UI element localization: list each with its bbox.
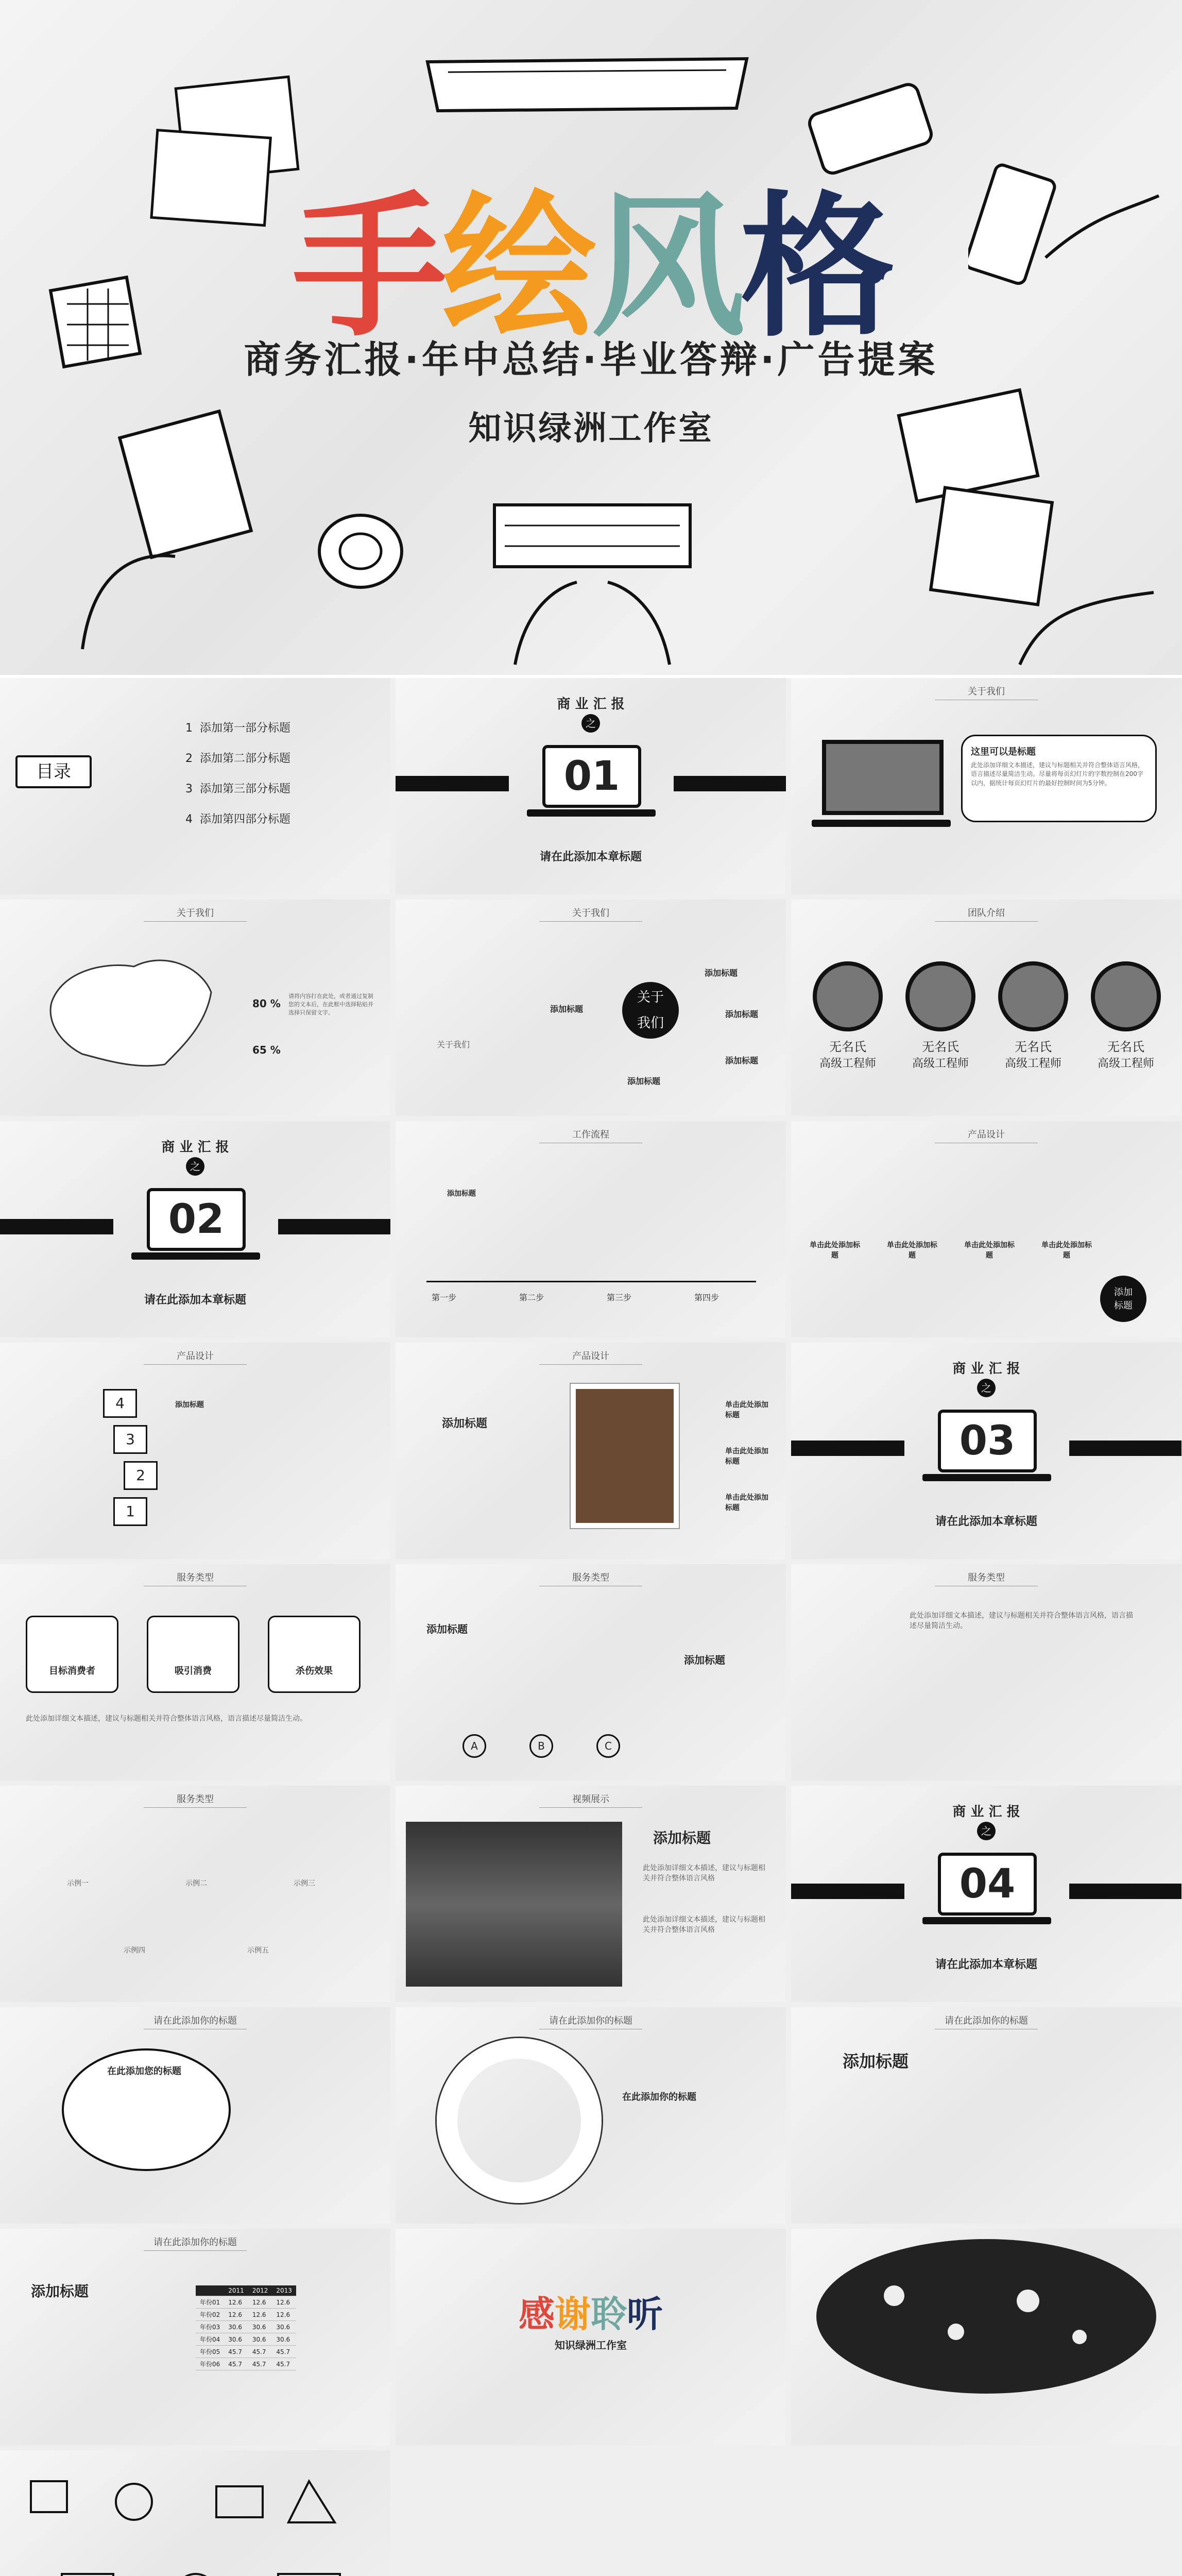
slide-product-1: [791, 1121, 1181, 1337]
slide-custom-3: [791, 2007, 1181, 2224]
toc-list: [185, 719, 290, 841]
service-label: 示例五: [247, 1946, 269, 1955]
about-link[interactable]: 关于我们: [437, 1040, 470, 1049]
slide-title: 产品设计: [791, 1127, 1181, 1143]
china-map-icon: [31, 941, 227, 1080]
video-bullet: 此处添加详细文本描述，建议与标题相关并符合整体语言风格: [643, 1864, 765, 1883]
hero-title-char: 格: [740, 178, 890, 358]
table-row: 年份01 12.6 12.6 12.6: [196, 2296, 296, 2309]
table-row: 年份04 30.6 30.6 30.6: [196, 2333, 296, 2346]
custom-center-title: 在此添加你的标题: [622, 2092, 696, 2103]
slide-title: 关于我们: [791, 684, 1181, 700]
slide-title: 团队介绍: [791, 906, 1181, 922]
thanks-char: 聆: [591, 2293, 627, 2335]
product-item: 单击此处添加标题: [810, 1241, 860, 1260]
slide-title: 请在此添加你的标题: [0, 2235, 390, 2251]
about-heading: 这里可以是标题: [971, 747, 1036, 757]
table-header-cell: [196, 2285, 224, 2296]
slide-product-2: [0, 1343, 390, 1559]
slide-about-1: [791, 678, 1181, 894]
service-box: 杀伤效果: [268, 1616, 361, 1693]
slide-thanks: [396, 2229, 786, 2445]
service-left: 添加标题: [426, 1623, 468, 1635]
slide-video: [396, 1786, 786, 2002]
thanks-title: [396, 2285, 786, 2337]
chapter-bar-left: [791, 1440, 904, 1456]
member-role: 高级工程师: [1097, 1057, 1154, 1070]
cloud-title: 在此添加您的标题: [107, 2066, 181, 2077]
about-card: [961, 735, 1157, 822]
stat-2: 65 %: [252, 1044, 281, 1056]
slide-service-2: [396, 1564, 786, 1781]
slide-title: 关于我们: [396, 906, 786, 922]
member-name: 无名氏: [1107, 1040, 1144, 1054]
slide-toc: [0, 678, 390, 894]
toc-label: 目录: [15, 755, 92, 788]
table-row: 年份06 45.7 45.7 45.7: [196, 2358, 296, 2370]
about-item: 添加标题: [725, 1009, 759, 1019]
table-header-row: [196, 2285, 296, 2296]
service-label: 示例三: [294, 1879, 315, 1888]
product-item: 单击此处添加标题: [964, 1241, 1015, 1260]
laptop-base: [922, 1474, 1051, 1481]
table-header-cell: 2011: [224, 2285, 248, 2296]
slide-title: 视频展示: [396, 1792, 786, 1808]
slide-title: 工作流程: [396, 1127, 786, 1143]
product-item: 单击此处添加标题: [1041, 1241, 1092, 1260]
laptop-base: [527, 809, 656, 817]
sketch-hand-doc-icon: [917, 484, 1164, 670]
thanks-studio: 知识绿洲工作室: [555, 2339, 627, 2351]
avatar: [905, 961, 975, 1031]
slide-custom-2: [396, 2007, 786, 2224]
workflow-step: 第四步: [694, 1293, 720, 1302]
chapter-caption: 请在此添加本章标题: [144, 1294, 246, 1307]
member-role: 高级工程师: [912, 1057, 969, 1070]
team-members: [801, 961, 1172, 1071]
slide-title: 请在此添加你的标题: [0, 2013, 390, 2029]
table-row: 年份03 30.6 30.6 30.6: [196, 2321, 296, 2333]
hero-subtitle: 商务汇报·年中总结·毕业答辩·广告提案: [244, 338, 938, 381]
chapter-of: 之: [581, 714, 600, 733]
workflow-step: 第一步: [432, 1293, 457, 1302]
slide-doodles: [0, 2450, 390, 2576]
chapter-number: 01: [542, 745, 641, 808]
slide-title: 服务类型: [791, 1570, 1181, 1586]
table-heading: 添加标题: [31, 2283, 89, 2300]
product-badge: 添加 标题: [1100, 1276, 1146, 1322]
team-member: [998, 961, 1068, 1071]
toc-item[interactable]: 2 添加第二部分标题: [185, 752, 291, 765]
chapter-caption: 请在此添加本章标题: [935, 1958, 1037, 1971]
slide-chapter-01: [396, 678, 786, 894]
laptop-base: [812, 820, 951, 827]
member-name: 无名氏: [922, 1040, 959, 1054]
stat-1: 80 %: [252, 997, 281, 1010]
product-item: 单击此处添加标题: [725, 1401, 768, 1419]
toc-item[interactable]: 3 添加第三部分标题: [185, 783, 291, 795]
chapter-bar-right: [674, 776, 786, 791]
slide-custom-1: [0, 2007, 390, 2224]
team-member: [1091, 961, 1161, 1071]
product-label: 添加标题: [175, 1401, 204, 1409]
about-item: 添加标题: [627, 1076, 661, 1086]
about-item: 添加标题: [550, 1004, 584, 1014]
letter-circle: B: [529, 1734, 553, 1758]
video-heading: 添加标题: [653, 1829, 711, 1846]
about-item: 添加标题: [725, 1056, 759, 1065]
step-box: 1: [113, 1497, 147, 1526]
slide-service-4: [0, 1786, 390, 2002]
laptop-photo: [822, 740, 944, 815]
slide-about-3: [396, 900, 786, 1116]
slide-service-3: [791, 1564, 1181, 1781]
hero-title-char: 绘: [441, 178, 591, 358]
chapter-caption: 请在此添加本章标题: [539, 851, 642, 863]
service-label: 示例二: [185, 1879, 207, 1888]
hero-title: [0, 178, 1182, 358]
avatar: [998, 961, 1068, 1031]
chapter-bar-right: [1069, 1440, 1181, 1456]
hero-title-char: 风: [591, 178, 741, 358]
hero-title-char: 手: [292, 178, 442, 358]
service-body: 此处添加详细文本描述，建议与标题相关并符合整体语言风格，语言描述尽量简洁生动。: [910, 1612, 1133, 1631]
chapter-of: 之: [977, 1822, 996, 1840]
video-thumbnail: [406, 1822, 622, 1987]
table-row: 年份05 45.7 45.7 45.7: [196, 2346, 296, 2358]
hero-studio: 知识绿洲工作室: [468, 410, 714, 448]
slide-workflow: [396, 1121, 786, 1337]
service-right: 添加标题: [684, 1654, 725, 1666]
chapter-bar-right: [1069, 1884, 1181, 1899]
product-item: 单击此处添加标题: [725, 1447, 768, 1466]
video-bullet: 此处添加详细文本描述，建议与标题相关并符合整体语言风格: [643, 1916, 765, 1935]
step-box: 4: [103, 1389, 137, 1418]
slide-team: [791, 900, 1181, 1116]
slide-title: 请在此添加你的标题: [791, 2013, 1181, 2029]
product-left-label: 添加标题: [442, 1417, 488, 1430]
service-box: 吸引消费: [147, 1616, 239, 1693]
chapter-top: 商 业 汇 报: [161, 1140, 229, 1155]
ring-chart: [437, 2038, 602, 2203]
slide-chapter-03: [791, 1343, 1181, 1559]
about-center: 关于 我们: [622, 982, 679, 1039]
slide-chapter-02: [0, 1121, 390, 1337]
hero-slide: [0, 0, 1182, 678]
workflow-step: 第二步: [519, 1293, 544, 1302]
product-photo: [571, 1384, 679, 1528]
about-item: 添加标题: [705, 968, 738, 978]
slide-title: 服务类型: [396, 1570, 786, 1586]
member-name: 无名氏: [1015, 1040, 1052, 1054]
slide-title: 产品设计: [0, 1349, 390, 1365]
table-row: 年份02 12.6 12.6 12.6: [196, 2309, 296, 2321]
chapter-top: 商 业 汇 报: [952, 1804, 1020, 1820]
table-header-cell: 2013: [272, 2285, 296, 2296]
product-item: 单击此处添加标题: [725, 1494, 768, 1512]
custom-heading: 添加标题: [843, 2052, 909, 2071]
sketch-phone-icon: [803, 77, 937, 180]
sketch-monitor-icon: [417, 52, 757, 124]
avatar: [813, 961, 883, 1031]
member-role: 高级工程师: [819, 1057, 876, 1070]
chapter-top: 商 业 汇 报: [952, 1361, 1020, 1377]
slide-about-2: [0, 900, 390, 1116]
chapter-top: 商 业 汇 报: [557, 697, 625, 712]
service-label: 示例四: [124, 1946, 145, 1955]
letter-circle: C: [596, 1734, 620, 1758]
chapter-number: 03: [938, 1410, 1037, 1472]
chapter-bar-left: [0, 1219, 113, 1234]
step-box: 3: [113, 1425, 147, 1454]
service-label: 示例一: [67, 1879, 89, 1888]
team-member: [813, 961, 883, 1071]
member-name: 无名氏: [829, 1040, 866, 1054]
about-body: 此处添加详细文本描述，建议与标题相关并符合整体语言风格，语言描述尽量简洁生动。尽量将每页幻灯片的字数控制在200字以内，据统计每页幻灯片的最好控制时间为5分钟。: [971, 761, 1144, 787]
step-box: 2: [124, 1461, 158, 1490]
chapter-caption: 请在此添加本章标题: [935, 1515, 1037, 1528]
icon-collage-icon: [791, 2229, 1181, 2445]
workflow-line: [426, 1281, 756, 1282]
slide-service-1: [0, 1564, 390, 1781]
laptop-base: [131, 1252, 260, 1260]
slide-title: 服务类型: [0, 1792, 390, 1808]
sketch-cup-icon: [309, 505, 412, 629]
chapter-of: 之: [977, 1379, 996, 1397]
avatar: [1091, 961, 1161, 1031]
thanks-char: 谢: [555, 2293, 591, 2335]
thanks-char: 听: [627, 2293, 663, 2335]
slide-title: 关于我们: [0, 906, 390, 922]
laptop-base: [922, 1917, 1051, 1924]
chapter-bar-right: [278, 1219, 390, 1234]
slide-title: 产品设计: [396, 1349, 786, 1365]
data-table: [196, 2285, 296, 2370]
thanks-char: 感: [519, 2293, 555, 2335]
product-items: [807, 1240, 1095, 1260]
workflow-label: 添加标题: [447, 1190, 476, 1198]
letter-circle: A: [462, 1734, 486, 1758]
workflow-step: 第三步: [607, 1293, 632, 1302]
service-box: 目标消费者: [26, 1616, 118, 1693]
slide-product-3: [396, 1343, 786, 1559]
slide-chapter-04: [791, 1786, 1181, 2002]
member-role: 高级工程师: [1004, 1057, 1061, 1070]
sketch-keyboard-icon: [484, 495, 700, 670]
doodle-icons: [0, 2450, 390, 2576]
slide-icon-collage: [791, 2229, 1181, 2445]
chapter-number: 02: [147, 1188, 246, 1251]
toc-item[interactable]: 4 添加第四部分标题: [185, 813, 291, 826]
toc-item[interactable]: 1 添加第一部分标题: [185, 722, 291, 735]
chapter-number: 04: [938, 1853, 1037, 1916]
slide-title: 请在此添加你的标题: [396, 2013, 786, 2029]
slide-table: [0, 2229, 390, 2445]
slide-title: 服务类型: [0, 1570, 390, 1586]
chapter-of: 之: [186, 1157, 204, 1176]
service-body: 此处添加详细文本描述，建议与标题相关并符合整体语言风格，语言描述尽量简洁生动。: [26, 1715, 307, 1723]
team-member: [905, 961, 975, 1071]
table-header-cell: 2012: [248, 2285, 272, 2296]
about-body: 请将内容打在此处，或者通过复制您的文本后，在此框中选择粘贴并选择只保留文字。: [288, 993, 373, 1016]
product-item: 单击此处添加标题: [887, 1241, 937, 1260]
chapter-bar-left: [396, 776, 509, 791]
chapter-bar-left: [791, 1884, 904, 1899]
